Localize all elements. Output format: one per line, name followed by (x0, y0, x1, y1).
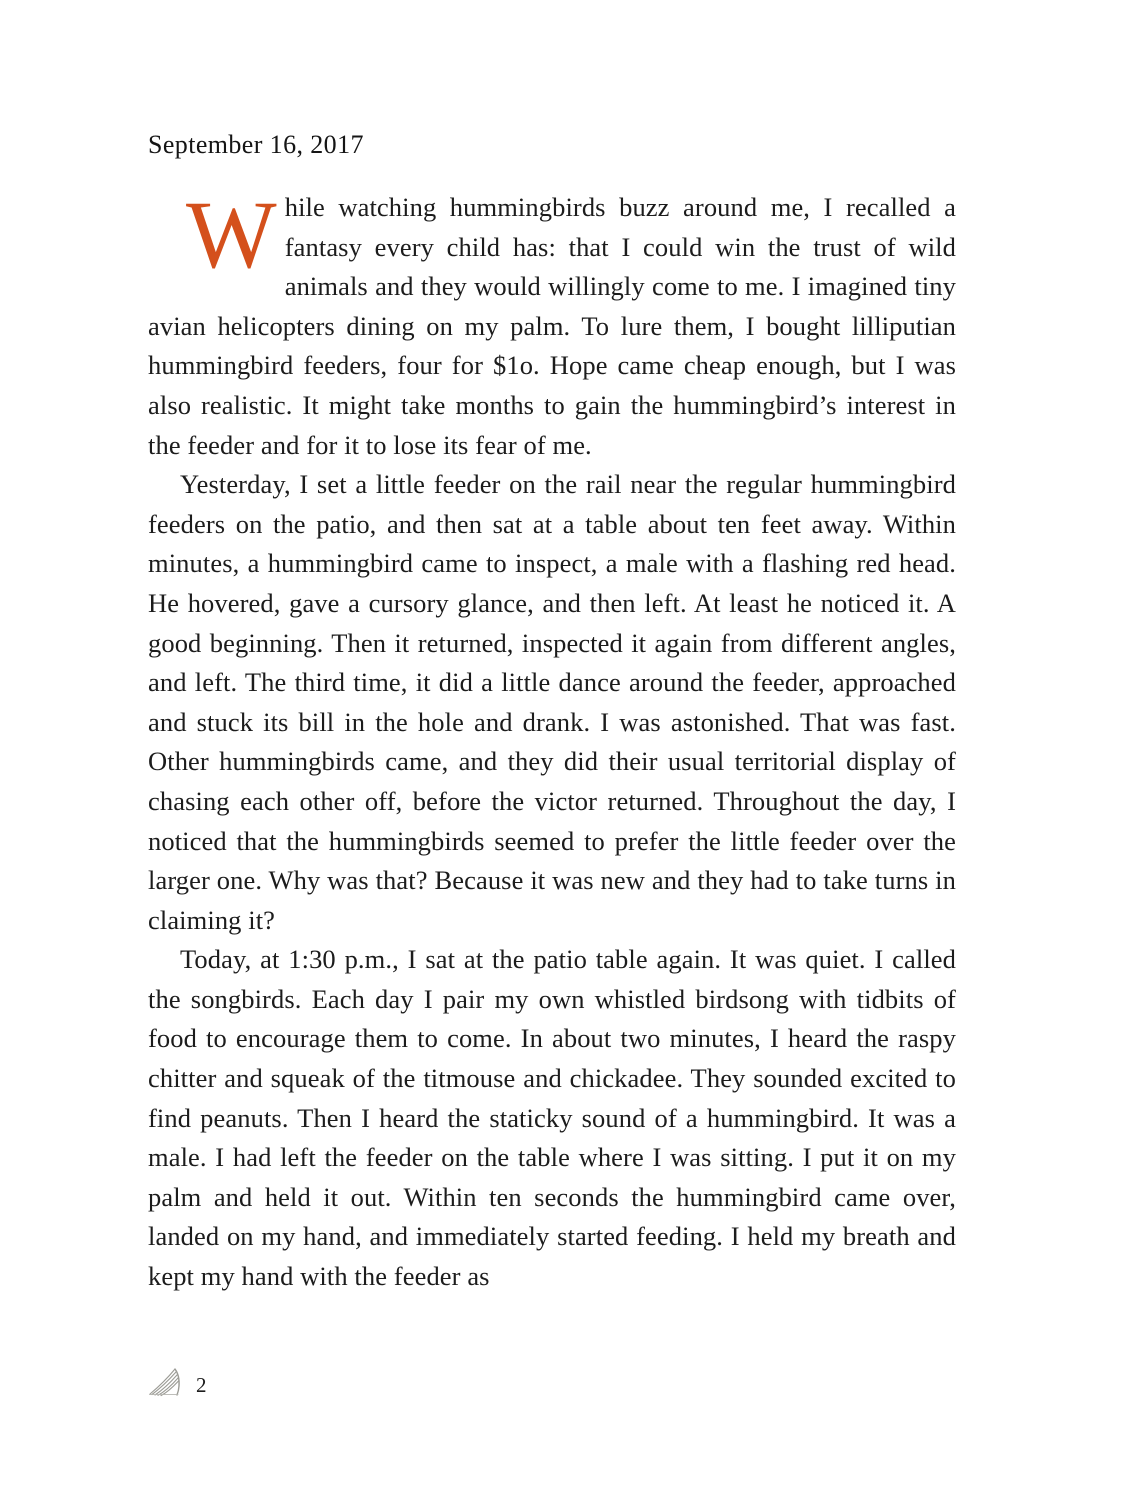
paragraph-2-text: Yesterday, I set a little feeder on the rail near the regular hummingbird feeders on the patio, and then sat at a table about ten feet away. Within minutes, a hummingbird came to inspect, a male with a flashing red head. He hovered, gave a cursory glance, and then left. At least he noticed it. A good beginning. Then it returned, inspected it again from different angles, and left. The third time, it did a little dance around the feeder, approached and stuck its bill in the hole and drank. I was astonished. That was fast. Other hummingbirds came, and they did their usual territorial display of chasing each other off, before the victor returned. Throughout the day, I noticed that the hummingbirds seemed to prefer the little feeder over the larger one. Why was that? Because it was new and they had to take turns in claiming it? (148, 469, 956, 935)
paragraph-1-text: hile watching hummingbirds buzz around me, I recalled a fantasy every child has: that I could win the trust of wild animals and they would willingly come to me. I imagined tiny avian helicopters dining on my palm. To lure them, I bought lilliputian hummingbird feeders, four for $1o. Hope came cheap enough, but I was also realistic. It might take months to gain the hummingbird’s interest in the feeder and for it to lose its fear of me. (148, 192, 956, 460)
feather-quill-ornament (148, 1367, 182, 1397)
paragraph-3-text: Today, at 1:30 p.m., I sat at the patio table again. It was quiet. I called the songbirds. Each day I pair my own whistled birdsong with tidbits of food to encourage them to come. In about two minutes, I heard the raspy chitter and squeak of the titmouse and chickadee. They sounded excited to find peanuts. Then I heard the staticky sound of a hummingbird. It was a male. I had left the feeder on the table where I was sitting. I put it on my palm and held it out. Within ten seconds the hummingbird came over, landed on my hand, and immediately started feeding. I held my breath and kept my hand with the feeder as (148, 944, 956, 1292)
paragraph-3 (148, 940, 956, 1296)
page-number: 2 (196, 1373, 207, 1397)
drop-cap-letter: W (186, 181, 277, 288)
paragraph-2 (148, 465, 956, 940)
page-footer (148, 1367, 207, 1397)
entry-date-heading: September 16, 2017 (148, 130, 364, 159)
page-content (148, 128, 956, 1297)
paragraph-1 (148, 181, 956, 465)
entry-body (148, 181, 956, 1297)
